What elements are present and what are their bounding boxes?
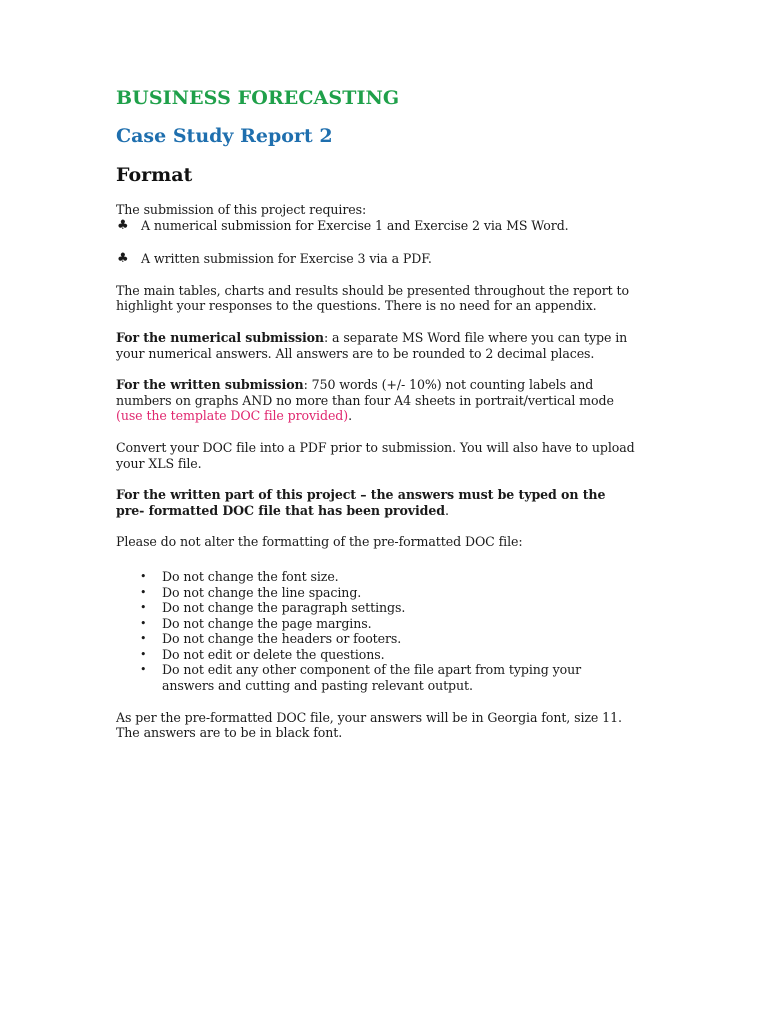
numerical-text: : a separate MS Word file where you can type in your numerical answers. All answers are to be rounded to 2 decimal places.: [116, 329, 628, 361]
rule-text: Do not edit or delete the questions.: [162, 646, 385, 662]
numerical-submission-paragraph: [116, 330, 636, 361]
rule-text: Do not change the paragraph settings.: [162, 600, 406, 616]
template-highlight: (use the template DOC file provided): [116, 408, 349, 424]
written-submission-paragraph: [116, 377, 636, 424]
rule-text: Do not change the page margins.: [162, 615, 372, 631]
convert-note: Convert your DOC file into a PDF prior to submission. You will also have to upload your XLS file.: [116, 439, 635, 471]
requirement-item: [116, 218, 636, 234]
rule-text: Do not change the font size.: [162, 568, 339, 584]
bullet-dot-icon: •: [140, 647, 147, 661]
alter-intro: Please do not alter the formatting of the pre-formatted DOC file:: [116, 534, 523, 550]
bullet-dot-icon: •: [140, 663, 147, 677]
document-subtitle: Case Study Report 2: [116, 125, 333, 147]
rule-item: [116, 647, 636, 663]
written-part-bold: For the written part of this project – the answers must be typed on the pre- formatted DOC file that has been provided: [116, 487, 606, 518]
club-bullet-icon: ♣: [117, 251, 129, 267]
bullet-dot-icon: •: [140, 632, 147, 646]
rule-item: [116, 585, 636, 601]
rule-text: Do not change the headers or footers.: [162, 631, 402, 647]
written-part-paragraph: [116, 487, 636, 518]
rule-item: [116, 600, 636, 616]
rule-item: [116, 631, 636, 647]
rule-item: [116, 569, 636, 585]
requirement-text: A numerical submission for Exercise 1 and Exercise 2 via MS Word.: [141, 217, 569, 233]
requirements-list: [116, 218, 636, 267]
written-text: : 750 words (+/- 10%) not counting labels and numbers on graphs AND no more than four A4 sheets in portrait/vertical mode: [116, 377, 614, 408]
tables-note: The main tables, charts and results should be presented throughout the report to highlight your responses to the questions. There is no need for an appendix.: [116, 282, 629, 314]
rule-item: [116, 616, 636, 632]
document-page: [116, 84, 636, 741]
section-heading: Format: [116, 164, 193, 186]
written-label: For the written submission: [116, 377, 304, 393]
numerical-label: For the numerical submission: [116, 329, 324, 345]
closing-text: As per the pre-formatted DOC file, your answers will be in Georgia font, size 11. The answers are to be in black font.: [116, 709, 622, 741]
intro-text: The submission of this project requires:: [116, 202, 367, 217]
bullet-dot-icon: •: [140, 585, 147, 599]
requirement-item: [116, 251, 636, 267]
club-bullet-icon: ♣: [117, 217, 129, 233]
rule-text: Do not edit any other component of the file apart from typing your answers and cutting and pasting relevant output.: [162, 662, 582, 694]
requirement-text: A written submission for Exercise 3 via a PDF.: [141, 251, 432, 267]
bullet-dot-icon: •: [140, 569, 147, 583]
written-part-end: .: [445, 502, 449, 518]
bullet-dot-icon: •: [140, 616, 147, 630]
bullet-dot-icon: •: [140, 601, 147, 615]
document-title: BUSINESS FORECASTING: [116, 87, 400, 109]
rule-text: Do not change the line spacing.: [162, 584, 362, 600]
rule-item: [116, 662, 636, 693]
written-end: .: [348, 408, 352, 424]
formatting-rules-list: [116, 569, 636, 694]
